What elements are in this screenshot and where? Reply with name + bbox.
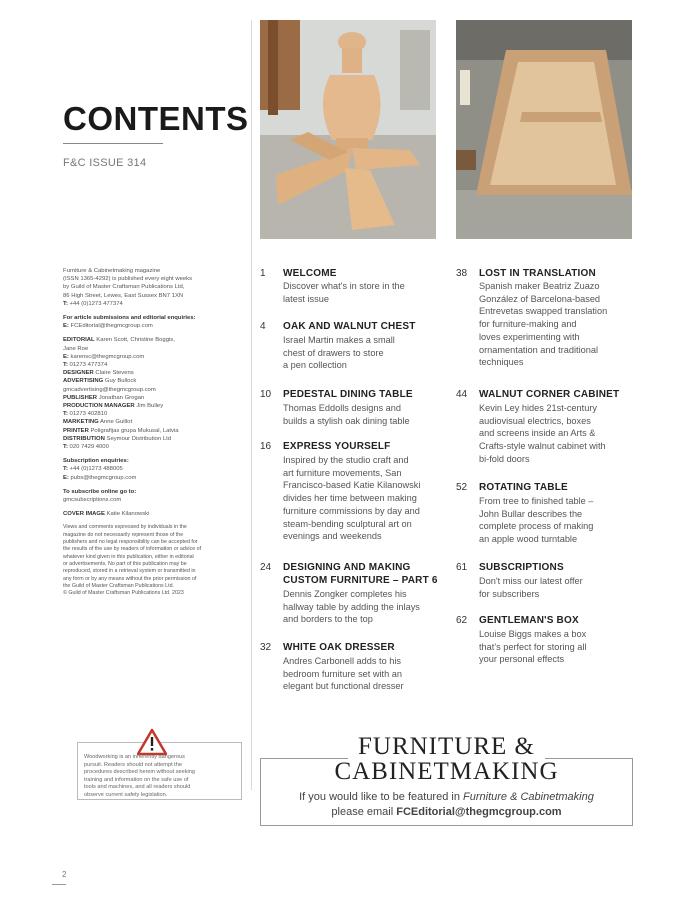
banner-title-line2: CABINETMAKING <box>334 758 559 785</box>
column-divider <box>251 20 252 790</box>
banner-title-line1: FURNITURE & <box>348 733 545 760</box>
page-number-rule <box>52 884 66 885</box>
banner-text-line2: please email FCEditorial@thegmcgroup.com <box>331 806 562 818</box>
photo-pedestal-base <box>260 20 436 239</box>
safety-warning-text: Woodworking is an inherently dangerous pursuit. Readers should not attempt the procedures described herein without seeking training and information on the safe use of tools and machines, and all readers should observe current safety legislation. <box>84 754 196 798</box>
title-rule <box>63 143 163 144</box>
issue-label: F&C ISSUE 314 <box>63 157 147 169</box>
page-number: 2 <box>62 870 67 879</box>
photo-panel-door <box>456 20 632 239</box>
banner-email-link[interactable]: FCEditorial@thegmcgroup.com <box>396 806 562 818</box>
masthead: Furniture & Cabinetmaking magazine (ISSN 1365-4292) is published every eight weeks by Guild of Master Craftsman Publications Ltd, 86 High Street, Lewes, East Sussex BN7 1XN T: +44 (0)1273 477374 For article submissions and editorial enquiries: E: FCEditorial@thegmcgroup.com EDITORIAL Karen Scott, Christine Boggis, Jane Roe E: karensc@thegmcgroup.com T: 01273 477374 DESIGNER Claire Stevens ADVERTISING Guy Bullock gmcadvertising@thegmcgroup.com PUBLISHER Jonathan Grogan PRODUCTION MANAGER Jim Bulley T: 01273 402810 MARKETING Anne Guillot PRINTER Poligrafijas grupa Mukusal, Latvia DISTRIBUTION Seymour Distribution Ltd T: 020 7429 4000 Subscription enquiries: T: +44 (0)1273 488005 E: pubs@thegmcgroup.com To subscribe online go to: gmcsubscriptions.com COVER IMAGE Katie Kilanowski Views and comments expressed by individuals in the magazine do not necessarily represent those of the publishers and no legal responsibility can be accepted for the results of the use by readers of information or advice of whatever kind given in this publication, either in editorial or advertisements. No part of this publication may be reproduced, stored in a retrieval system or transmitted in any form or by any means without the prior permission of the Guild of Master Craftsman Publications Ltd. © Guild of Master Craftsman Publications Ltd. 2023 <box>63 268 202 597</box>
banner-text-line1: If you would like to be featured in Furniture & Cabinetmaking <box>299 791 594 803</box>
page-title: CONTENTS <box>63 100 249 137</box>
